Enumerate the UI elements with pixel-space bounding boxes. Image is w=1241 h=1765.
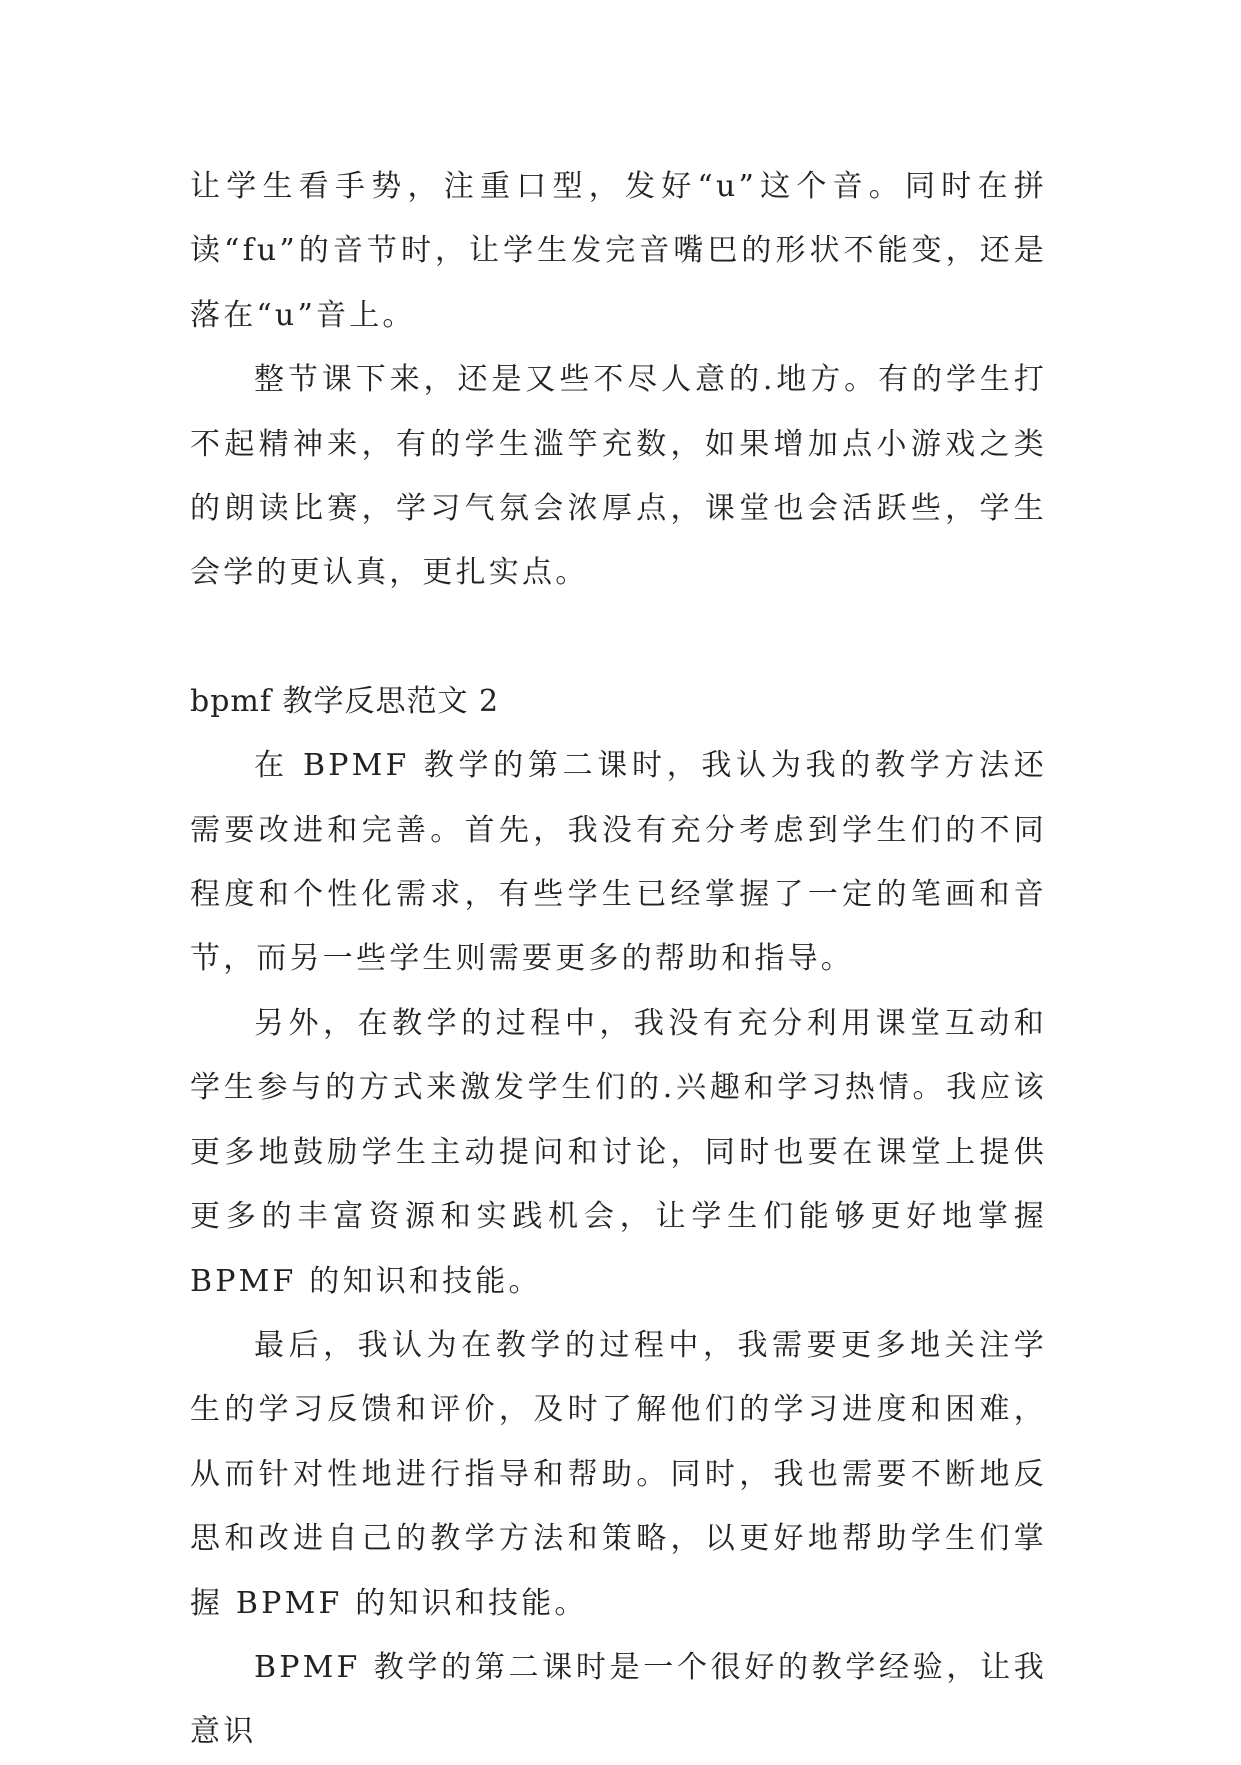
paragraph-intro-1: 让学生看手势，注重口型，发好“u”这个音。同时在拼读“fu”的音节时，让学生发完音嘴巴的形状不能变，还是落在“u”音上。 <box>190 169 1047 333</box>
paragraph-intro-2: 整节课下来，还是又些不尽人意的.地方。有的学生打不起精神来，有的学生滥竽充数，如果增加点小游戏之类的朗读比赛，学习气氛会浓厚点，课堂也会活跃些，学生会学的更认真，更扎实点。 <box>190 362 1047 591</box>
paragraph-section-4: BPMF 教学的第二课时是一个很好的教学经验，让我意识 <box>190 1649 1047 1750</box>
paragraph-section-1: 在 BPMF 教学的第二课时，我认为我的教学方法还需要改进和完善。首先，我没有充分考虑到学生们的不同程度和个性化需求，有些学生已经掌握了一定的笔画和音节，而另一些学生则需要更多的帮助和指导。 <box>190 748 1047 977</box>
paragraph-section-3: 最后，我认为在教学的过程中，我需要更多地关注学生的学习反馈和评价，及时了解他们的学习进度和困难，从而针对性地进行指导和帮助。同时，我也需要不断地反思和改进自己的教学方法和策略，以更好地帮助学生们掌握 BPMF 的知识和技能。 <box>190 1327 1047 1621</box>
section-heading: bpmf 教学反思范文 2 <box>190 683 500 719</box>
document-page <box>190 155 1047 1765</box>
paragraph-section-2: 另外，在教学的过程中，我没有充分利用课堂互动和学生参与的方式来激发学生们的.兴趣和学习热情。我应该更多地鼓励学生主动提问和讨论，同时也要在课堂上提供更多的丰富资源和实践机会，让学生们能够更好地掌握 BPMF 的知识和技能。 <box>190 1005 1047 1299</box>
